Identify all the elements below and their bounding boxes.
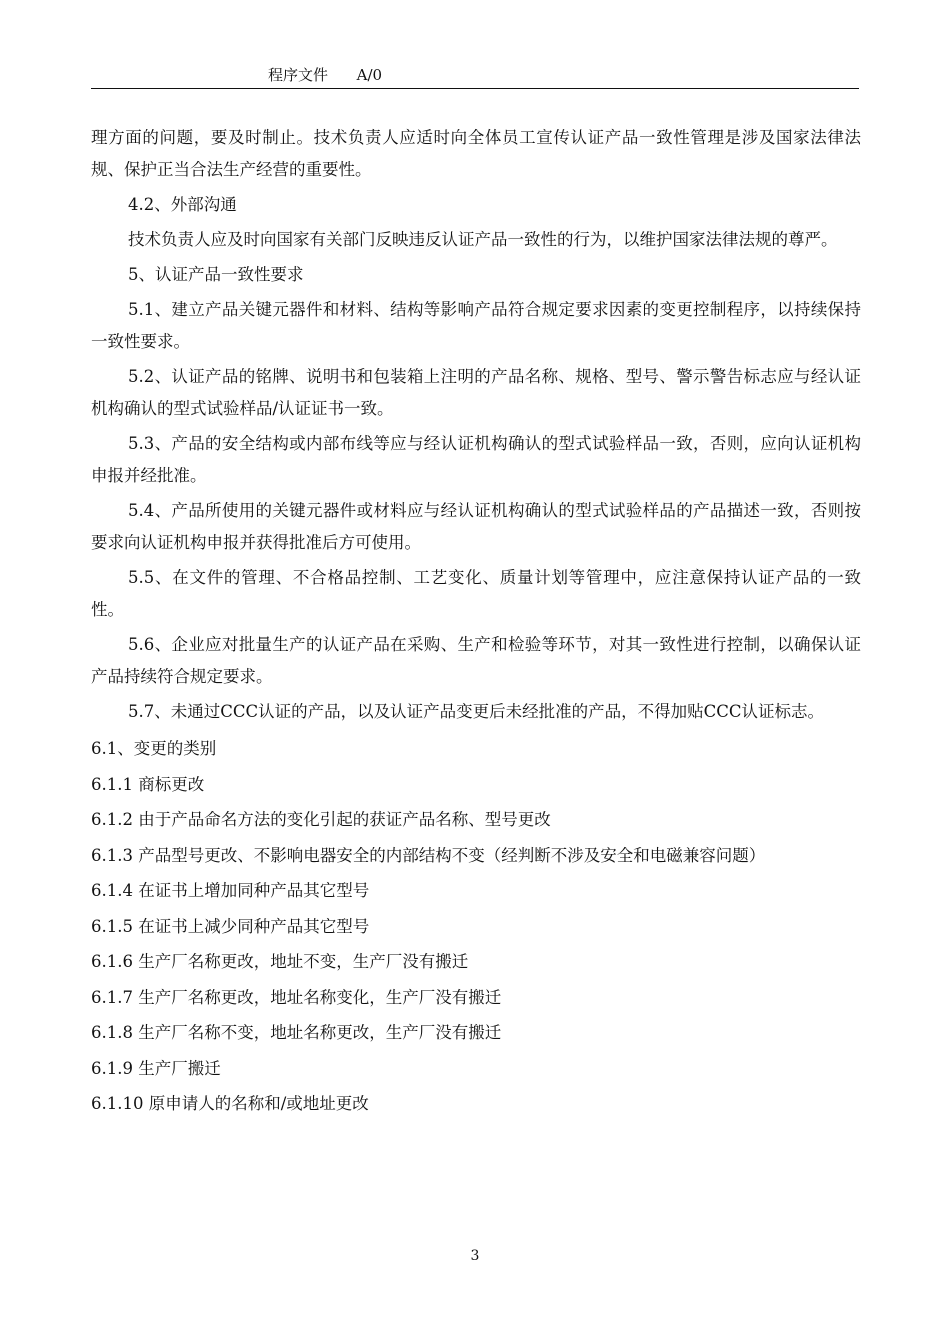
paragraph: 5.2、认证产品的铭牌、说明书和包装箱上注明的产品名称、规格、型号、警示警告标志应与经认证机构确认的型式试验样品/认证证书一致。 <box>91 367 861 418</box>
list-item: 6.1.7 生产厂名称更改，地址名称变化，生产厂没有搬迁 <box>91 987 502 1007</box>
paragraph: 5.3、产品的安全结构或内部布线等应与经认证机构确认的型式试验样品一致，否则，应向认证机构申报并经批准。 <box>91 434 861 485</box>
page-header <box>91 66 859 89</box>
list-item: 6.1.2 由于产品命名方法的变化引起的获证产品名称、型号更改 <box>91 810 551 829</box>
page-number: 3 <box>470 1248 480 1264</box>
paragraph: 5.5、在文件的管理、不合格品控制、工艺变化、质量计划等管理中，应注意保持认证产品的一致性。 <box>91 568 861 619</box>
list-item: 6.1、变更的类别 <box>91 739 217 758</box>
list-item: 6.1.5 在证书上减少同种产品其它型号 <box>91 916 370 936</box>
paragraph: 5.7、未通过CCC认证的产品，以及认证产品变更后未经批准的产品，不得加贴CCC认证标志。 <box>128 702 824 721</box>
section-heading: 4.2、外部沟通 <box>128 195 237 214</box>
document-body <box>91 122 861 1122</box>
list-item: 6.1.4 在证书上增加同种产品其它型号 <box>91 881 370 900</box>
list-item: 6.1.6 生产厂名称更改，地址不变，生产厂没有搬迁 <box>91 952 469 971</box>
change-category-list <box>91 731 861 1122</box>
paragraph: 技术负责人应及时向国家有关部门反映违反认证产品一致性的行为，以维护国家法律法规的尊严。 <box>128 230 838 249</box>
paragraph: 5.6、企业应对批量生产的认证产品在采购、生产和检验等环节，对其一致性进行控制，以确保认证产品持续符合规定要求。 <box>91 635 861 686</box>
list-item: 6.1.9 生产厂搬迁 <box>91 1058 221 1078</box>
header-text: 程序文件 A/0 <box>268 66 383 84</box>
paragraph: 5.4、产品所使用的关键元器件或材料应与经认证机构确认的型式试验样品的产品描述一致，否则按要求向认证机构申报并获得批准后方可使用。 <box>91 501 861 552</box>
list-item: 6.1.8 生产厂名称不变，地址名称更改，生产厂没有搬迁 <box>91 1023 502 1042</box>
section-heading: 5、认证产品一致性要求 <box>128 265 304 284</box>
list-item: 6.1.3 产品型号更改、不影响电器安全的内部结构不变（经判断不涉及安全和电磁兼容问题） <box>91 845 766 865</box>
list-item: 6.1.10 原申请人的名称和/或地址更改 <box>91 1094 369 1113</box>
paragraph: 理方面的问题，要及时制止。技术负责人应适时向全体员工宣传认证产品一致性管理是涉及国家法律法规、保护正当合法生产经营的重要性。 <box>91 128 861 179</box>
paragraph: 5.1、建立产品关键元器件和材料、结构等影响产品符合规定要求因素的变更控制程序，以持续保持一致性要求。 <box>91 300 861 351</box>
list-item: 6.1.1 商标更改 <box>91 774 205 794</box>
